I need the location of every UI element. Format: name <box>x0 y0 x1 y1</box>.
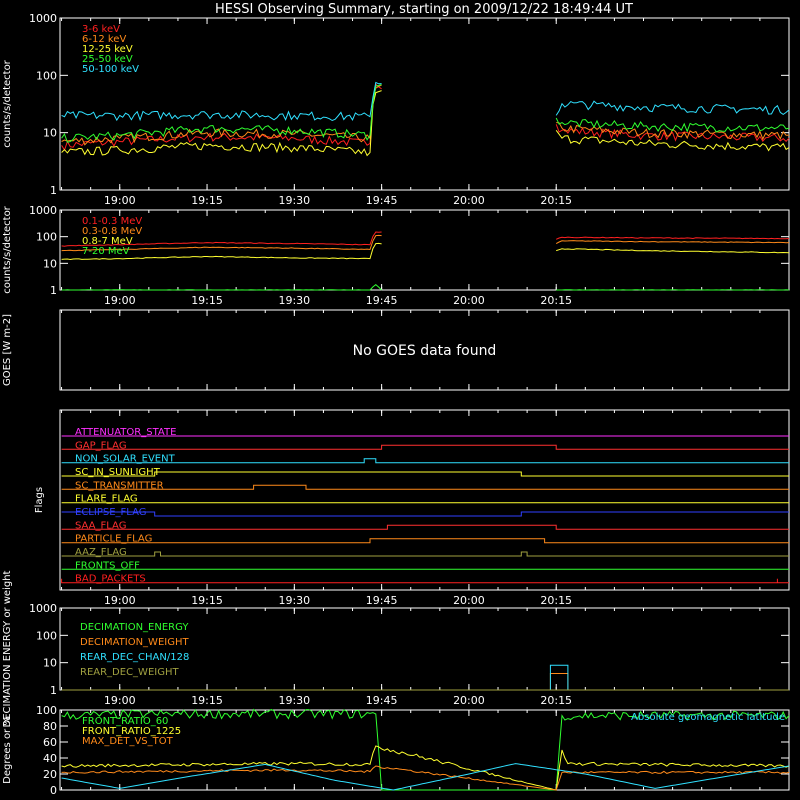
y-tick-label: 1000 <box>29 204 57 217</box>
x-tick-label: 19:45 <box>365 194 398 207</box>
y-tick-label: 100 <box>36 629 57 643</box>
x-tick-label: 20:15 <box>540 294 573 307</box>
legend-entry: FRONT_RATIO_1225 <box>82 726 182 737</box>
y-axis-label: Degrees or % <box>2 716 13 784</box>
flag-label: PARTICLE_FLAG <box>75 533 153 545</box>
annotation-text: Absolute geomagnetic latitude <box>631 712 785 723</box>
y-tick-label: 10 <box>43 257 57 271</box>
legend-entry: 50-100 keV <box>82 64 140 75</box>
y-tick-label: 10 <box>43 126 57 140</box>
x-tick-label: 19:15 <box>191 294 223 307</box>
x-tick-label: 19:45 <box>365 594 398 607</box>
y-tick-label: 40 <box>43 752 57 765</box>
legend-entry: 0.1-0.3 MeV <box>82 216 143 227</box>
series-line <box>62 285 789 290</box>
x-tick-label: 19:15 <box>191 194 223 207</box>
flag-line <box>62 512 789 516</box>
flag-line <box>62 485 789 489</box>
x-tick-label: 19:00 <box>103 294 136 307</box>
series-line <box>62 235 789 250</box>
flag-line <box>62 445 789 449</box>
legend-entry: DECIMATION_ENERGY <box>80 622 189 633</box>
y-tick-label: 10 <box>43 656 57 670</box>
legend-entry: MAX_DET_VS_TOT <box>82 736 173 747</box>
flag-label: SC_IN_SUNLIGHT <box>75 467 160 478</box>
flag-label: FRONTS_OFF <box>75 560 140 572</box>
x-tick-label: 19:00 <box>103 694 136 707</box>
y-tick-label: 1000 <box>29 602 57 615</box>
legend-entry: 12-25 keV <box>82 44 133 55</box>
series-line <box>62 766 789 790</box>
panel-6 <box>2 704 789 797</box>
y-tick-label: 100 <box>36 69 57 83</box>
y-tick-label: 60 <box>43 736 57 749</box>
legend-entry: FRONT_RATIO_60 <box>82 716 169 727</box>
series-line <box>62 83 789 121</box>
x-tick-label: 20:00 <box>453 194 485 207</box>
legend-entry: REAR_DEC_CHAN/128 <box>80 652 190 663</box>
x-tick-label: 19:15 <box>191 694 223 707</box>
x-tick-label: 19:00 <box>103 194 136 207</box>
flag-label: NON_SOLAR_EVENT <box>75 453 175 465</box>
y-tick-label: 1 <box>50 184 57 197</box>
x-tick-label: 19:30 <box>278 694 311 707</box>
x-tick-label: 19:30 <box>278 194 311 207</box>
x-tick-label: 19:00 <box>103 594 136 607</box>
x-tick-label: 19:30 <box>278 594 311 607</box>
flag-label: SAA_FLAG <box>75 520 127 532</box>
flag-line <box>62 539 789 543</box>
flag-label: BAD_PACKETS <box>75 573 146 585</box>
x-tick-label: 19:30 <box>278 294 311 307</box>
y-tick-label: 1 <box>50 284 57 297</box>
series-line <box>62 764 789 790</box>
legend-entry: REAR_DEC_WEIGHT <box>80 667 179 678</box>
flag-line <box>62 472 789 476</box>
chart-title: HESSI Observing Summary, starting on 2009/12/22 18:49:44 UT <box>215 2 633 17</box>
flag-label: GAP_FLAG <box>75 440 127 452</box>
panel-frame <box>60 18 789 190</box>
legend-entry: DECIMATION_WEIGHT <box>80 637 189 648</box>
x-tick-label: 20:00 <box>453 694 485 707</box>
y-axis-label: GOES [W m-2] <box>2 313 13 387</box>
panel-2 <box>2 204 789 307</box>
y-tick-label: 20 <box>43 768 57 781</box>
x-tick-label: 20:15 <box>540 194 573 207</box>
flag-line <box>62 525 789 529</box>
y-axis-label: counts/s/detector <box>2 206 13 294</box>
flag-label: ECLIPSE_FLAG <box>75 507 147 518</box>
legend-entry: 7-20 MeV <box>82 246 130 257</box>
flag-label: SC_TRANSMITTER <box>75 480 164 492</box>
panel-3 <box>2 310 789 390</box>
y-tick-label: 0 <box>50 784 57 797</box>
legend-entry: 3-6 keV <box>82 24 120 35</box>
x-tick-label: 19:15 <box>191 594 223 607</box>
x-tick-label: 19:45 <box>365 294 398 307</box>
series-line <box>62 84 789 150</box>
flag-label: AAZ_FLAG <box>75 547 127 558</box>
no-data-message: No GOES data found <box>352 343 497 359</box>
panel-1 <box>2 12 789 207</box>
flag-line <box>62 552 789 556</box>
y-tick-label: 1 <box>50 684 57 697</box>
flag-line <box>62 579 789 583</box>
panel-4 <box>34 410 789 607</box>
series-line <box>62 232 789 246</box>
flag-label: FLARE_FLAG <box>75 493 138 505</box>
y-tick-label: 80 <box>43 720 57 733</box>
x-tick-label: 19:45 <box>365 694 398 707</box>
legend-entry: 6-12 keV <box>82 34 127 45</box>
y-tick-label: 100 <box>36 704 57 717</box>
y-axis-label: DECIMATION ENERGY or weight <box>2 570 13 728</box>
panel-frame <box>60 210 789 290</box>
y-axis-label: counts/s/detector <box>2 60 13 148</box>
x-tick-label: 20:00 <box>453 294 485 307</box>
x-tick-label: 20:00 <box>453 594 485 607</box>
x-tick-label: 20:15 <box>540 594 573 607</box>
y-tick-label: 100 <box>36 230 57 244</box>
x-tick-label: 20:15 <box>540 694 573 707</box>
series-line <box>62 243 789 259</box>
y-tick-label: 1000 <box>29 12 57 25</box>
flag-label: ATTENUATOR_STATE <box>75 427 177 438</box>
legend-entry: 0.8-7 MeV <box>82 236 133 247</box>
y-axis-label: Flags <box>34 486 45 514</box>
legend-entry: 25-50 keV <box>82 54 133 65</box>
legend-entry: 0.3-0.8 MeV <box>82 226 143 237</box>
series-line <box>62 91 789 156</box>
